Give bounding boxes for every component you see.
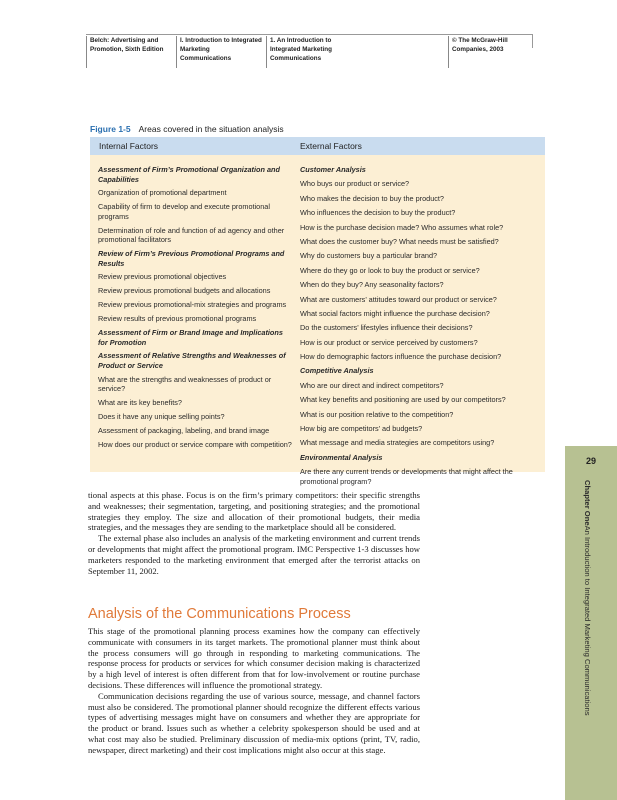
external-factors-header: External Factors bbox=[300, 141, 362, 151]
internal-factor-item: Review previous promotional-mix strategies and programs bbox=[98, 300, 287, 310]
external-factor-item: Are there any current trends or developments that might affect the promotional program? bbox=[300, 467, 513, 486]
external-factor-heading: Environmental Analysis bbox=[300, 452, 383, 462]
figure-number: Figure 1-5 bbox=[90, 124, 131, 134]
header-cell-book: Belch: Advertising and Promotion, Sixth Edition bbox=[86, 36, 174, 68]
internal-factor-item: Review previous promotional budgets and allocations bbox=[98, 286, 271, 296]
internal-factor-item: Assessment of packaging, labeling, and brand image bbox=[98, 425, 270, 435]
internal-factor-item: Determination of role and function of ad agency and other promotional facilitators bbox=[98, 225, 285, 245]
external-factor-item: What does the customer buy? What needs must be satisfied? bbox=[300, 236, 499, 246]
external-factor-item: Who are our direct and indirect competitors? bbox=[300, 380, 444, 390]
internal-factor-item: Organization of promotional department bbox=[98, 188, 227, 198]
chapter-title: An Introduction to Integrated Marketing Communications bbox=[583, 525, 592, 716]
external-factor-item: How is the purchase decision made? Who assumes what role? bbox=[300, 222, 504, 232]
internal-factor-heading: Assessment of Relative Strengths and Weaknesses of Product or Service bbox=[98, 351, 286, 370]
internal-factor-item: Capability of firm to develop and execute promotional programs bbox=[98, 202, 270, 221]
header-cell-copyright: © The McGraw-Hill Companies, 2003 bbox=[448, 36, 536, 68]
internal-factor-item: What are its key benefits? bbox=[98, 398, 182, 408]
external-factor-item: When do they buy? Any seasonality factors? bbox=[300, 280, 444, 290]
internal-factor-item: What are the strengths and weaknesses of product or service? bbox=[98, 374, 272, 394]
external-factor-item: How big are competitors’ ad budgets? bbox=[300, 424, 423, 434]
figure-title: Areas covered in the situation analysis bbox=[138, 124, 284, 134]
internal-factor-heading: Assessment of Firm or Brand Image and Implications for Promotion bbox=[98, 328, 283, 347]
internal-factor-heading: Assessment of Firm’s Promotional Organization and Capabilities bbox=[98, 165, 280, 184]
external-factor-item: What are customers’ attitudes toward our product or service? bbox=[300, 294, 497, 304]
external-factor-item: Why do customers buy a particular brand? bbox=[300, 251, 438, 261]
external-factor-item: Who buys our product or service? bbox=[300, 179, 410, 189]
internal-factors-column bbox=[98, 165, 294, 454]
chapter-number: Chapter One bbox=[583, 480, 592, 526]
paragraph: This stage of the promotional planning process examines how the company can effectively communicate with consumers in its target markets. The promotional planner must think about the process consumers will go through in responding to marketing communications. The response process for products or services for which consumer decision making is characterized by a high level of interest is often different from that for low-involvement or routine purchase decisions. These differences will influence the promotional strategy. bbox=[88, 626, 420, 690]
header-cell-chapter: 1. An Introduction to Integrated Marketing Communications bbox=[266, 36, 370, 68]
header-rule bbox=[86, 34, 532, 35]
internal-factor-item: Review results of previous promotional programs bbox=[98, 314, 257, 324]
paragraph: tional aspects at this phase. Focus is on the firm’s primary competitors: their specific strengths and weaknesses; their segmentation, targeting, and positioning strategies; and the promotional strategies they employ. The size and allocation of their promotional budgets, their media strategies, and the messages they are sending to the marketplace should all be considered. bbox=[88, 490, 420, 533]
paragraph: The external phase also includes an analysis of the marketing environment and current trends or developments that might affect the promotional program. IMC Perspective 1-3 discusses how marketers responded to the marketing environment that emerged after the terrorist attacks on September 11, 2002. bbox=[88, 533, 420, 576]
body-text-top bbox=[88, 490, 420, 576]
external-factor-item: What message and media strategies are competitors using? bbox=[300, 438, 495, 448]
body-text-bottom bbox=[88, 626, 420, 756]
external-factor-item: Where do they go or look to buy the product or service? bbox=[300, 265, 480, 275]
situation-analysis-table bbox=[90, 137, 545, 486]
external-factor-item: How is our product or service perceived by customers? bbox=[300, 337, 478, 347]
internal-factor-item: How does our product or service compare with competition? bbox=[98, 439, 292, 449]
internal-factor-item: Review previous promotional objectives bbox=[98, 272, 227, 282]
external-factor-item: What key benefits and positioning are used by our competitors? bbox=[300, 395, 506, 405]
figure-caption bbox=[90, 124, 284, 134]
chapter-label bbox=[583, 480, 592, 716]
paragraph: Communication decisions regarding the use of various source, message, and channel factors must also be considered. The promotional planner should recognize the different effects various types of advertising messages might have on consumers and whether they are appropriate for the product or brand. Issues such as whether a celebrity spokesperson should be used and at what cost may also be studied. Preliminary discussion of media-mix options (print, TV, radio, newspaper, direct marketing) and their cost implications might also occur at this stage. bbox=[88, 690, 420, 755]
external-factor-item: Who influences the decision to buy the product? bbox=[300, 208, 456, 218]
section-heading: Analysis of the Communications Process bbox=[88, 606, 351, 622]
external-factor-item: What social factors might influence the purchase decision? bbox=[300, 308, 490, 318]
external-factor-heading: Customer Analysis bbox=[300, 165, 366, 174]
external-factors-column bbox=[300, 165, 550, 491]
internal-factor-heading: Review of Firm’s Previous Promotional Programs and Results bbox=[98, 249, 285, 268]
external-factor-heading: Competitive Analysis bbox=[300, 366, 374, 376]
internal-factor-item: Does it have any unique selling points? bbox=[98, 412, 225, 422]
page-number: 29 bbox=[585, 456, 596, 466]
table-header bbox=[90, 137, 545, 155]
external-factor-item: Do the customers’ lifestyles influence their decisions? bbox=[300, 323, 473, 333]
external-factor-item: Who makes the decision to buy the product? bbox=[300, 193, 444, 203]
header-cell-part: I. Introduction to Integrated Marketing Communications bbox=[176, 36, 264, 68]
internal-factors-header: Internal Factors bbox=[99, 141, 159, 151]
external-factor-item: How do demographic factors influence the purchase decision? bbox=[300, 352, 502, 362]
external-factor-item: What is our position relative to the competition? bbox=[300, 409, 454, 419]
